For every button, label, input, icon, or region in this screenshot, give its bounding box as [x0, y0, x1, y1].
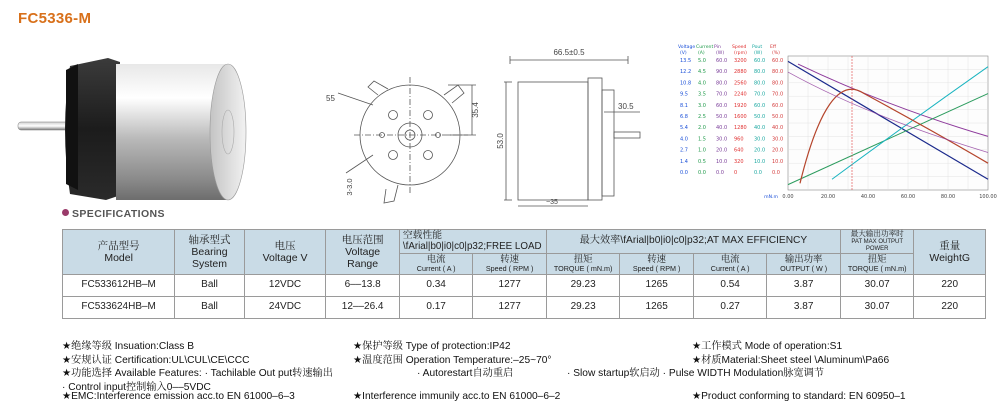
header-voltage-en: Voltage V	[262, 251, 308, 264]
curve-axis-value: 0.0	[772, 170, 780, 176]
curve-axis-value: 60.0	[754, 58, 766, 64]
curve-axis-value: 80.0	[754, 69, 766, 76]
curve-axis-value: 9.5	[680, 91, 688, 98]
note-operation-mode: ★工作模式 Mode of operation:S1	[692, 341, 843, 352]
note-certification: ★安规认证 Certification:UL\CUL\CE\CCC	[62, 354, 250, 366]
curve-axis-value: 60.0	[772, 102, 784, 109]
curve-axis-value: 30.0	[772, 136, 784, 143]
header-weight-cn: 重量	[939, 239, 961, 252]
feature-notes	[62, 337, 992, 405]
curve-axis-value: 0.0	[680, 170, 688, 176]
subheader-speed-2	[620, 253, 694, 274]
curve-header-unit-pin: (W)	[716, 51, 725, 56]
curve-axis-value: 320	[734, 158, 744, 165]
curve-axis-value: 8.1	[680, 102, 688, 109]
curve-header-unit-pout: (W)	[754, 51, 763, 56]
note-features: ★功能选择 Available Features: · Tachilable Out put转速输出	[62, 368, 333, 380]
subheader-torque	[546, 253, 620, 274]
curve-axis-value: 40.0	[772, 125, 784, 132]
cell-max-torque: 30.07	[840, 274, 914, 296]
header-max-power	[840, 230, 914, 254]
cell-eff-torque: 29.23	[546, 274, 620, 296]
cell-range: 12––26.4	[326, 296, 400, 318]
cell-max-torque: 30.07	[840, 296, 914, 318]
cell-eff-output: 3.87	[767, 296, 841, 318]
header-model	[63, 230, 175, 275]
curve-axis-value: 50.0	[754, 114, 766, 120]
subheader-speed	[473, 253, 547, 274]
curve-axis-value: 2880	[734, 69, 747, 76]
curve-axis-value: 0	[734, 170, 738, 176]
subheader-current-cn: 电流	[426, 252, 446, 264]
curve-axis-value: 0.5	[698, 158, 706, 165]
curve-x-unit: mN.m	[764, 195, 778, 200]
subheader-torque-en: TORQUE ( mN.m)	[553, 263, 613, 273]
dim-55-label: 55	[326, 94, 335, 103]
note-material: ★材质Material:Sheet steel \Aluminum\Pa66	[692, 354, 890, 366]
note-control-input: · Control input控制输入0––5VDC	[62, 381, 211, 393]
curve-axis-value: 3.0	[698, 102, 706, 109]
note-immunity: ★Interference immunily acc.to EN 61000–6–2	[353, 391, 561, 403]
subheader-current	[399, 253, 473, 274]
subheader-current-en: Current ( A )	[416, 263, 456, 273]
curve-axis-value: 10.0	[772, 158, 784, 165]
curve-axis-value: 10.0	[716, 158, 728, 165]
performance-curve-chart	[672, 42, 997, 207]
bullet-icon	[62, 209, 69, 216]
cell-weight: 220	[914, 296, 986, 318]
subheader-output-en: OUTPUT ( W )	[780, 263, 828, 273]
cell-free-current: 0.17	[399, 296, 473, 318]
curve-axis-value: 2.5	[698, 114, 706, 120]
curve-axis-value: 80.0	[772, 69, 784, 76]
header-bearing	[175, 230, 244, 275]
curve-axis-value: 50.0	[772, 114, 784, 120]
curve-axis-value: 960	[734, 136, 744, 143]
curve-axis-value: 5.0	[698, 58, 706, 64]
curve-axis-value: 60.0	[754, 102, 766, 109]
curve-x-tick: 20.00	[820, 194, 836, 200]
curve-axis-value: 80.0	[754, 80, 766, 87]
subheader-current-2-en: Current ( A )	[710, 263, 750, 273]
curve-axis-value: 70.0	[716, 91, 728, 98]
cell-bearing: Ball	[175, 296, 244, 318]
curve-axis-value: 4.5	[698, 69, 706, 76]
curve-axis-value: 640	[734, 147, 744, 154]
motor-photo	[8, 48, 263, 208]
curve-x-tick: 40.00	[860, 194, 876, 200]
cell-bearing: Ball	[175, 274, 244, 296]
curve-x-tick: 100.00	[979, 194, 997, 200]
cell-voltage: 12VDC	[244, 274, 326, 296]
side-view-drawing	[496, 48, 645, 208]
curve-x-tick: 80.00	[940, 194, 956, 200]
header-weight-en: WeightG	[929, 251, 971, 264]
cell-eff-output: 3.87	[767, 274, 841, 296]
specifications-heading-text: SPECIFICATIONS	[72, 208, 165, 220]
curve-axis-value: 4.0	[680, 136, 688, 143]
curve-axis-value: 0.0	[716, 170, 724, 176]
header-range-cn: 电压范围	[341, 233, 384, 246]
cell-eff-speed: 1265	[620, 274, 694, 296]
subheader-speed-cn: 转速	[500, 252, 520, 264]
cell-voltage: 24VDC	[244, 296, 326, 318]
subheader-torque-2	[840, 253, 914, 274]
dim-30-5-label: 30.5	[618, 102, 634, 111]
curve-axis-value: 2560	[734, 80, 747, 87]
curve-axis-value: 90.0	[716, 69, 728, 76]
curve-axis-value: 3.5	[698, 91, 706, 98]
header-bearing-en: Bearing	[191, 245, 228, 258]
header-max-power-en: PAT MAX OUTPUT POWER	[851, 238, 904, 252]
header-weight	[914, 230, 986, 275]
curve-axis-value: 60.0	[716, 102, 728, 109]
header-voltage-cn: 电压	[274, 239, 296, 252]
cell-model: FC533612HB–M	[63, 274, 175, 296]
curve-axis-value: 3200	[734, 58, 747, 64]
subheader-speed-2-en: Speed ( RPM )	[632, 263, 681, 273]
note-standard: ★Product conforming to standard: EN 60950–1	[692, 391, 906, 403]
header-free-load: 空载性能\fArial|b0|i0|c0|p32;FREE LOAD	[399, 230, 546, 254]
cell-free-speed: 1277	[473, 274, 547, 296]
table-row	[63, 296, 986, 318]
header-range	[326, 230, 400, 275]
subheader-current-2-cn: 电流	[720, 252, 740, 264]
dim-width-label: 66.5±0.5	[553, 48, 585, 57]
cell-free-current: 0.34	[399, 274, 473, 296]
curve-axis-value: 80.0	[772, 80, 784, 87]
curve-axis-value: 13.5	[680, 58, 692, 64]
curve-axis-value: 10.0	[754, 158, 766, 165]
curve-axis-value: 2.7	[680, 147, 688, 154]
curve-axis-value: 40.0	[716, 125, 728, 132]
curve-axis-value: 1.5	[698, 136, 706, 143]
header-model-cn: 产品型号	[97, 239, 140, 252]
cell-eff-speed: 1265	[620, 296, 694, 318]
curve-axis-value: 50.0	[716, 114, 728, 120]
curve-axis-value: 12.2	[680, 69, 692, 76]
curve-header-eff: Eff	[770, 45, 777, 50]
curve-axis-value: 20.0	[772, 147, 784, 154]
curve-axis-value: 0.0	[754, 170, 762, 176]
curve-axis-value: 2.0	[698, 125, 706, 132]
header-range-en2: Range	[347, 257, 379, 270]
curve-axis-value: 70.0	[772, 91, 784, 98]
front-view-drawing	[318, 55, 493, 210]
subheader-torque-cn: 扭矩	[573, 252, 593, 264]
curve-header-unit-voltage: (V)	[680, 51, 687, 56]
specifications-table	[62, 229, 986, 319]
curve-axis-value: 20.0	[754, 147, 766, 154]
table-row	[63, 274, 986, 296]
curve-header-unit-current: (A)	[698, 51, 705, 56]
curve-axis-value: 6.8	[680, 114, 688, 120]
curve-axis-value: 60.0	[772, 58, 784, 64]
subheader-output-cn: 输出功率	[784, 252, 823, 264]
curve-axis-value: 1.4	[680, 158, 688, 165]
curve-axis-value: 1600	[734, 114, 747, 120]
dim-35-4-label: 35.4	[471, 102, 480, 118]
curve-axis-value: 40.0	[754, 125, 766, 132]
note-row	[62, 364, 992, 378]
specifications-heading	[62, 208, 165, 220]
dim-35-label: ~35	[546, 199, 558, 206]
curve-header-voltage: Voltage	[678, 45, 696, 50]
curve-axis-value: 30.0	[716, 136, 728, 143]
cell-weight: 220	[914, 274, 986, 296]
header-max-power-cn: 最大输出功率时	[850, 229, 904, 239]
header-bearing-en2: System	[192, 257, 228, 270]
subheader-current-2	[693, 253, 767, 274]
note-row	[62, 378, 992, 392]
subheader-output	[767, 253, 841, 274]
curve-axis-value: 10.8	[680, 80, 692, 87]
curve-axis-value: 2240	[734, 91, 747, 98]
curve-axis-value: 5.4	[680, 125, 688, 132]
header-bearing-cn: 轴承型式	[188, 233, 231, 246]
dim-3-3-label: 3-3.0	[345, 178, 354, 196]
curve-axis-value: 60.0	[716, 58, 728, 64]
curve-axis-value: 1.0	[698, 147, 706, 154]
header-max-efficiency: 最大效率\fArial|b0|i0|c0|p32;AT MAX EFFICIENCY	[546, 230, 840, 254]
curve-axis-value: 30.0	[754, 136, 766, 143]
subheader-torque-2-cn: 扭矩	[867, 252, 887, 264]
note-row	[62, 391, 992, 405]
cell-eff-torque: 29.23	[546, 296, 620, 318]
header-voltage	[244, 230, 326, 275]
note-insulation: ★绝缘等级 Insuation:Class B	[62, 341, 194, 352]
curve-header-current: Current	[696, 45, 714, 50]
note-temperature: ★温度范围 Operation Temperature:–25~70°	[353, 354, 552, 366]
curve-axis-value: 1280	[734, 125, 747, 132]
curve-axis-value: 4.0	[698, 80, 706, 87]
dim-53-label: 53.0	[496, 133, 505, 149]
curve-x-tick: 60.00	[900, 194, 916, 200]
subheader-torque-2-en: TORQUE ( mN.m)	[847, 263, 907, 273]
curve-axis-value: 70.0	[754, 91, 766, 98]
curve-header-pin: Pin	[714, 45, 721, 50]
note-protection: ★保护等级 Type of protection:IP42	[353, 341, 511, 352]
product-title: FC5336-M	[18, 10, 92, 27]
cell-eff-current: 0.54	[693, 274, 767, 296]
note-row	[62, 337, 992, 351]
curve-axis-value: 80.0	[716, 80, 728, 87]
curve-header-speed: Speed	[732, 45, 747, 50]
cell-free-speed: 1277	[473, 296, 547, 318]
subheader-speed-en: Speed ( RPM )	[485, 263, 534, 273]
note-autorestart: · Autorestart自动重启	[417, 368, 514, 380]
cell-model: FC533624HB–M	[63, 296, 175, 318]
curve-axis-value: 1920	[734, 102, 747, 109]
note-slow-startup: · Slow startup软启动 · Pulse WIDTH Modulation脉宽调节	[567, 368, 825, 380]
curve-header-unit-eff: (%)	[772, 51, 780, 56]
note-row	[62, 351, 992, 365]
cell-range: 6––13.8	[326, 274, 400, 296]
note-emc: ★EMC:Interference emission acc.to EN 61000–6–3	[62, 391, 295, 403]
curve-axis-value: 20.0	[716, 147, 728, 154]
curve-header-unit-speed: (rpm)	[734, 51, 747, 56]
header-model-en: Model	[104, 251, 133, 264]
header-range-en: Voltage	[345, 245, 381, 258]
cell-eff-current: 0.27	[693, 296, 767, 318]
curve-x-tick: 0.00	[782, 194, 794, 200]
subheader-speed-2-cn: 转速	[647, 252, 667, 264]
curve-axis-value: 0.0	[698, 170, 706, 176]
curve-header-pout: Pout	[752, 45, 763, 50]
motor-end-face	[210, 64, 246, 200]
